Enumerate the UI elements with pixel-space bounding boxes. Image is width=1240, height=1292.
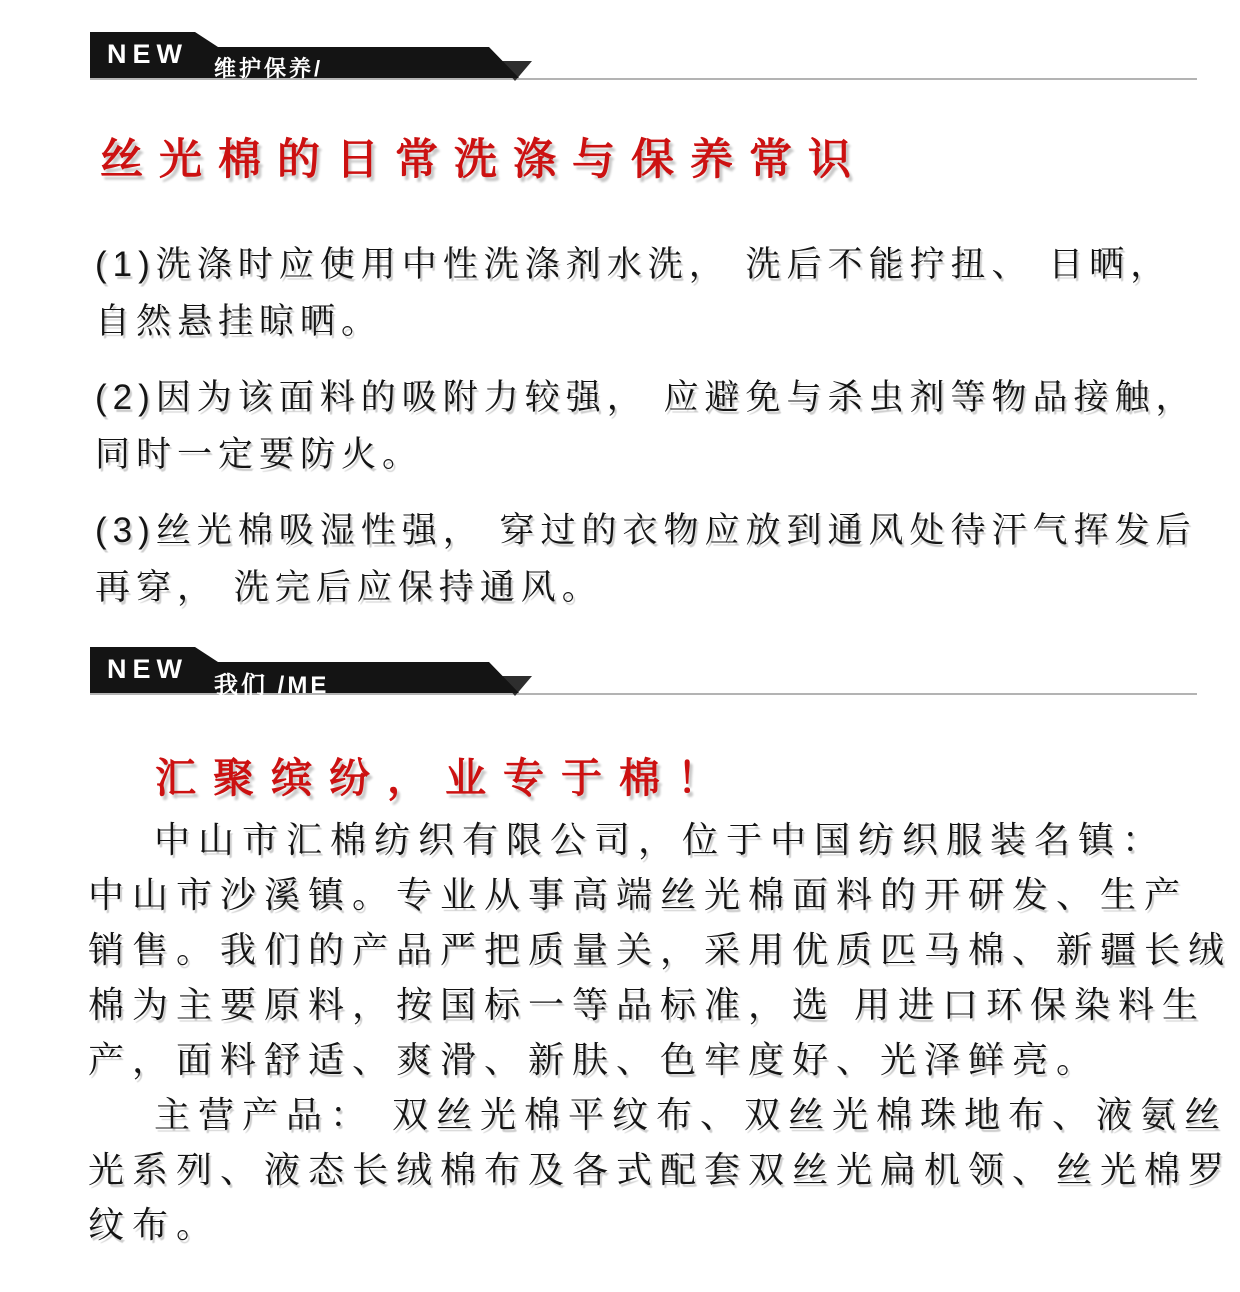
about-line-4: 棉为主要原料，按国标一等品标准，选 用进口环保染料生 <box>88 984 1207 1025</box>
about-section-banner <box>90 645 1205 703</box>
about-line-5: 产，面料舒适、爽滑、新肤、色牢度好、光泽鲜亮。 <box>88 1039 1101 1080</box>
banner-about-label: 我们 /ME <box>214 672 330 699</box>
about-line-6: 主营产品： 双丝光棉平纹布、双丝光棉珠地布、液氨丝 <box>154 1094 1229 1135</box>
banner-new-tag: NEW <box>107 654 188 684</box>
care-instructions <box>95 236 1197 635</box>
about-line-7: 光系列、液态长绒棉布及各式配套双丝光扁机领、丝光棉罗 <box>88 1149 1233 1190</box>
care-paragraph-3 <box>95 502 1197 616</box>
care-paragraph-2 <box>95 369 1197 483</box>
care-paragraph-2-line-1: (2)因为该面料的吸附力较强， 应避免与杀虫剂等物品接触， <box>95 378 1197 417</box>
banner-care-label: 维护保养/ <box>214 56 324 81</box>
about-company-text <box>88 812 1232 1252</box>
care-title: 丝光棉的日常洗涤与保养常识 <box>100 136 867 184</box>
about-line-1: 中山市汇棉纺织有限公司，位于中国纺织服装名镇： <box>154 819 1167 860</box>
about-line-3: 销售。我们的产品严把质量关，采用优质匹马棉、新疆长绒 <box>88 929 1233 970</box>
banner-new-tag: NEW <box>107 39 188 69</box>
about-line-2: 中山市沙溪镇。专业从事高端丝光棉面料的开研发、生产 <box>88 874 1189 915</box>
about-headline: 汇聚缤纷，业专于棉！ <box>155 755 735 801</box>
care-section-banner <box>90 30 1205 88</box>
care-paragraph-1 <box>95 236 1197 350</box>
care-paragraph-1-line-2: 自然悬挂晾晒。 <box>95 302 383 341</box>
care-paragraph-2-line-2: 同时一定要防火。 <box>95 435 424 474</box>
care-paragraph-3-line-1: (3)丝光棉吸湿性强， 穿过的衣物应放到通风处待汗气挥发后 <box>95 511 1197 550</box>
care-paragraph-3-line-2: 再穿， 洗完后应保持通风。 <box>95 568 603 607</box>
about-line-8: 纹布。 <box>88 1204 221 1245</box>
care-paragraph-1-line-1: (1)洗涤时应使用中性洗涤剂水洗， 洗后不能拧扭、 日晒， <box>95 245 1172 284</box>
